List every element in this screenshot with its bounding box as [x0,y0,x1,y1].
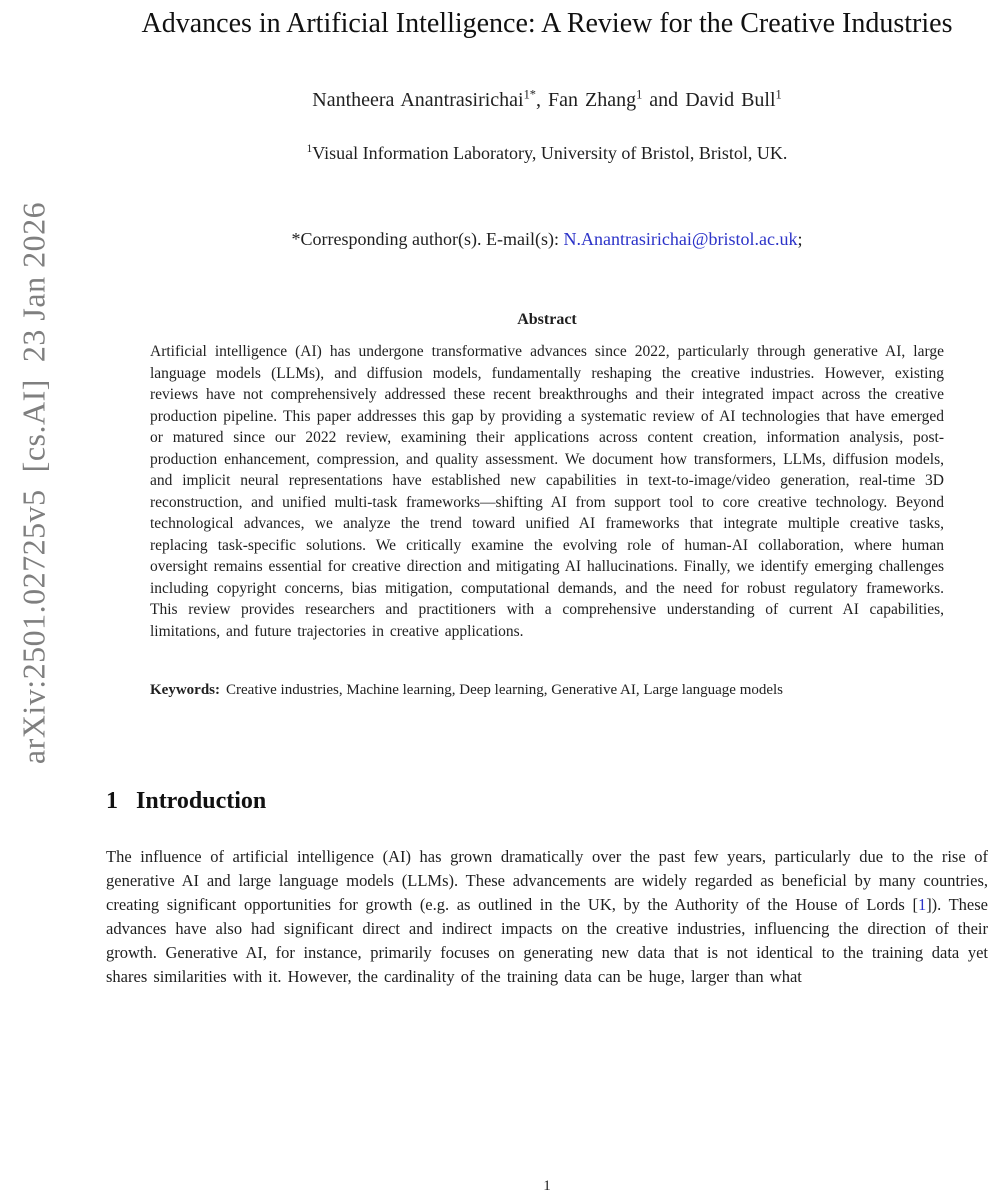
abstract-body: Artificial intelligence (AI) has undergone transformative advances since 2022, particularly through generative AI, large language models (LLMs), and diffusion models, fundamentally reshaping the creative industries. However, existing reviews have not comprehensively addressed these recent breakthroughs and their integrated impact across the creative production pipeline. This paper addresses this gap by providing a systematic review of AI technologies that have emerged or matured since our 2022 review, examining their applications across content creation, information analysis, post-production enhancement, compression, and quality assessment. We document how transformers, LLMs, diffusion models, and implicit neural representations have established new capabilities in text-to-image/video generation, real-time 3D reconstruction, and unified multi-task frameworks—shifting AI from support tool to core creative technology. Beyond technological advances, we analyze the trend toward unified AI frameworks that integrate multiple creative tasks, replacing task-specific solutions. We critically examine the evolving role of human-AI collaboration, where human oversight remains essential for creative direction and mitigating AI hallucinations. Finally, we identify emerging challenges including copyright concerns, bias mitigation, computational demands, and the need for robust regulatory frameworks. This review provides researchers and practitioners with a comprehensive understanding of current AI capabilities, limitations, and future trajectories in creative applications. [150,343,944,640]
paper-content [106,0,988,989]
author-superscript-1: 1* [523,87,536,102]
author-name-1: Nantheera Anantrasirichai [312,89,524,111]
paper-title: Advances in Artificial Intelligence: A Review for the Creative Industries [141,8,953,39]
intro-paragraph [106,845,988,989]
keywords-text: Creative industries, Machine learning, Deep learning, Generative AI, Large language models [226,682,784,698]
page-number: 1 [543,1178,551,1194]
corresponding-suffix: ; [797,229,803,249]
author-separator-2: and [642,89,686,111]
intro-text-before-citation: The influence of artificial intelligence (AI) has grown dramatically over the past few years, particularly due to the rise of generative AI and large language models (LLMs). These advancements are widely regarded as beneficial by many countries, creating significant opportunities for growth (e.g. as outlined in the UK, by the Authority of the House of Lords [ [106,847,988,914]
affiliation-text: Visual Information Laboratory, University of Bristol, Bristol, UK. [312,143,788,163]
abstract-heading: Abstract [517,311,577,328]
author-separator-1: , [536,89,548,111]
email-link[interactable]: N.Anantrasirichai@bristol.ac.uk [563,229,798,249]
section-title: Introduction [136,788,267,814]
section-number: 1 [106,788,118,814]
corresponding-author-line [106,227,988,251]
affiliation-superscript: 1 [306,143,313,155]
arxiv-watermark: arXiv:2501.02725v5 [cs.AI] 23 Jan 2026 [15,201,52,765]
keywords-label: Keywords: [150,682,220,698]
keywords-line [150,680,944,701]
section-heading-introduction [106,786,988,816]
citation-link-1[interactable]: 1 [917,895,927,914]
corresponding-prefix: *Corresponding author(s). E-mail(s): [291,229,564,249]
author-name-2: Fan Zhang [548,89,637,111]
authors-line [106,87,988,113]
author-superscript-3: 1 [775,87,782,102]
author-superscript-2: 1 [636,87,643,102]
intro-text-after-citation: ]). These advances have also had significant direct and indirect impacts on the creative industries, influencing the direction of their growth. Generative AI, for instance, primarily focuses on generating new data that is not identical to the training data yet shares similarities with it. However, the cardinality of the training data can be huge, larger than what [106,895,988,986]
author-name-3: David Bull [685,89,776,111]
affiliation-line [106,141,988,165]
